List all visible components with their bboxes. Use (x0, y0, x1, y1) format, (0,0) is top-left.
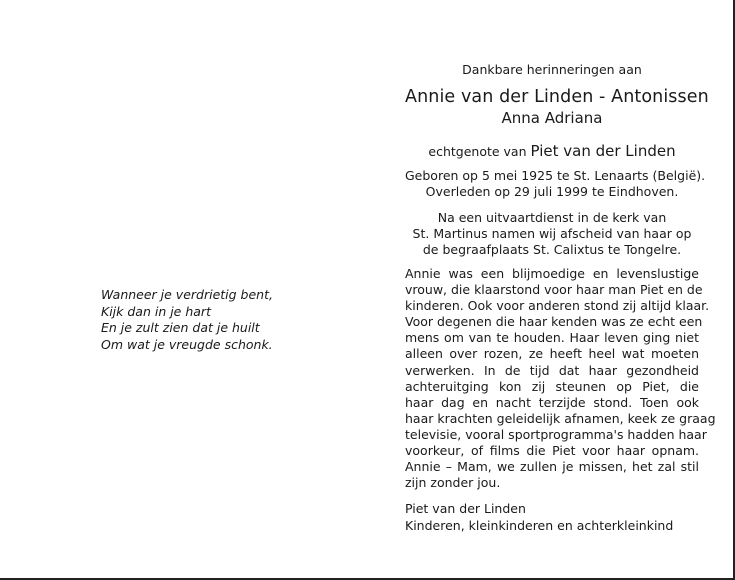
bio-line: Annie was een blijmoedige en levenslustige (405, 266, 699, 281)
poem-line: En je zult zien dat je huilt (101, 320, 260, 336)
bio-line: mens om van te houden. Haar leven ging niet (405, 330, 699, 346)
bio-line: haar krachten geleidelijk afnamen, keek ze graag (405, 410, 716, 426)
birth-line: Geboren op 5 mei 1925 te St. Lenaarts (België). (405, 168, 706, 183)
poem-line: Wanneer je verdrietig bent, (101, 287, 273, 302)
bio-line: haar dag en nacht terzijde stond. Toen ook (405, 394, 699, 410)
bio-line: Annie – Mam, we zullen je missen, het zal stil (405, 459, 699, 475)
poem (101, 287, 273, 353)
given-names: Anna Adriana (501, 109, 603, 127)
service-line: Na een uitvaartdienst in de kerk van (437, 210, 667, 225)
bio-line: achteruitging kon zij steunen op Piet, die (405, 378, 699, 394)
bio-line: verwerken. In de tijd dat haar gezondheid (405, 362, 699, 378)
intro-line: Dankbare herinneringen aan (462, 62, 642, 77)
deceased-name: Annie van der Linden - Antonissen (405, 87, 709, 107)
memorial-text (405, 62, 716, 534)
signoff-family: Kinderen, kleinkinderen en achterkleinkind (405, 517, 674, 533)
death-line: Overleden op 29 juli 1999 te Eindhoven. (425, 184, 679, 199)
bio-line: voorkeur, of films die Piet voor haar opnam. (405, 443, 699, 459)
bio-line: televisie, vooral sportprogramma's hadden haar (405, 426, 707, 442)
spouse-prefix: echtgenote van (428, 144, 527, 159)
signoff (405, 501, 699, 534)
service-line: de begraafplaats St. Calixtus te Tongelre. (422, 242, 682, 257)
bio-line: vrouw, die klaarstond voor haar man Piet en de (405, 282, 703, 298)
service-line: St. Martinus namen wij afscheid van haar op (412, 226, 692, 241)
biography (405, 266, 716, 491)
spouse-line (405, 142, 699, 160)
poem-line: Om wat je vreugde schonk. (101, 336, 273, 352)
poem-line: Kijk dan in je hart (101, 303, 211, 319)
spouse-name: Piet van der Linden (530, 142, 676, 160)
funeral-service (405, 210, 699, 258)
bio-line: kinderen. Ook voor anderen stond zij altijd klaar. (405, 298, 710, 314)
bio-line: alleen over rozen, ze heeft heel wat moeten (405, 346, 699, 362)
bio-line: zijn zonder jou. (405, 475, 501, 491)
dates (405, 168, 706, 200)
bio-line: Voor degenen die haar kenden was ze echt een (405, 314, 703, 330)
signoff-name: Piet van der Linden (405, 501, 526, 517)
